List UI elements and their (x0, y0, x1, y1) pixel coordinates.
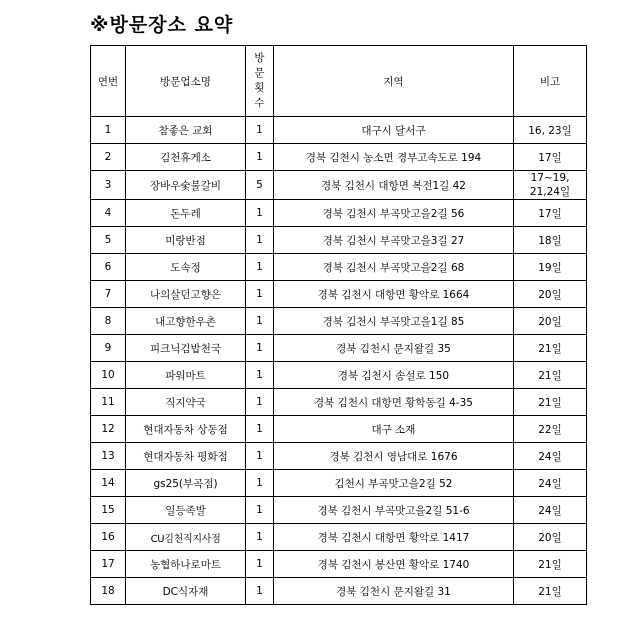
cell-region: 경북 김천시 농소면 경부고속도로 194 (274, 144, 514, 171)
cell-note: 24일 (514, 497, 587, 524)
cell-place: CU김천직지사점 (126, 524, 246, 551)
cell-no: 7 (91, 281, 126, 308)
cell-place: 도속정 (126, 254, 246, 281)
cell-count: 1 (246, 144, 274, 171)
cell-count: 1 (246, 470, 274, 497)
cell-region: 대구시 달서구 (274, 117, 514, 144)
cell-count: 1 (246, 335, 274, 362)
cell-region: 경북 김천시 부곡맛고을2길 68 (274, 254, 514, 281)
table-row (91, 227, 587, 254)
cell-note-line: 21,24일 (529, 186, 571, 198)
cell-place: DC식자재 (126, 578, 246, 605)
table-row (91, 254, 587, 281)
table-row (91, 551, 587, 578)
table-row (91, 308, 587, 335)
cell-place: 김천휴게소 (126, 144, 246, 171)
cell-note: 16, 23일 (514, 117, 587, 144)
cell-no: 3 (91, 171, 126, 200)
header-region: 지역 (274, 46, 514, 117)
table-header-row (91, 46, 587, 117)
cell-count: 1 (246, 254, 274, 281)
cell-region: 경북 김천시 대항면 황악로 1664 (274, 281, 514, 308)
cell-count: 1 (246, 200, 274, 227)
table-row (91, 335, 587, 362)
cell-region: 경북 김천시 부곡맛고을3길 27 (274, 227, 514, 254)
header-place: 방문업소명 (126, 46, 246, 117)
cell-place: 피크닉김밥천국 (126, 335, 246, 362)
cell-no: 9 (91, 335, 126, 362)
cell-note: 24일 (514, 470, 587, 497)
table-row (91, 416, 587, 443)
cell-region: 대구 소재 (274, 416, 514, 443)
cell-no: 10 (91, 362, 126, 389)
cell-note-line: 17~19, (530, 172, 570, 184)
cell-note: 19일 (514, 254, 587, 281)
cell-no: 6 (91, 254, 126, 281)
cell-place: 내고향한우촌 (126, 308, 246, 335)
cell-place: 장바우숯불갈비 (126, 171, 246, 200)
cell-place: 돈두레 (126, 200, 246, 227)
cell-region: 김천시 부곡맛고을2길 52 (274, 470, 514, 497)
header-visit-count-char: 방 (254, 52, 265, 64)
cell-note: 21일 (514, 362, 587, 389)
cell-region: 경북 김천시 대항면 복전1길 42 (274, 171, 514, 200)
cell-no: 13 (91, 443, 126, 470)
cell-count: 1 (246, 524, 274, 551)
table-row (91, 389, 587, 416)
cell-place: 농협하나로마트 (126, 551, 246, 578)
cell-note: 18일 (514, 227, 587, 254)
table-row (91, 497, 587, 524)
cell-place: 미랑반점 (126, 227, 246, 254)
header-visit-count-char: 횟 (254, 82, 265, 94)
cell-note: 21일 (514, 578, 587, 605)
cell-count: 1 (246, 497, 274, 524)
header-visit-count (246, 46, 274, 117)
cell-note: 20일 (514, 281, 587, 308)
cell-region: 경북 김천시 송설로 150 (274, 362, 514, 389)
cell-no: 16 (91, 524, 126, 551)
cell-note: 22일 (514, 416, 587, 443)
cell-note: 21일 (514, 335, 587, 362)
cell-no: 18 (91, 578, 126, 605)
table-row (91, 171, 587, 200)
table-row (91, 281, 587, 308)
cell-no: 17 (91, 551, 126, 578)
cell-region: 경북 김천시 부곡맛고을2길 51-6 (274, 497, 514, 524)
cell-count: 1 (246, 551, 274, 578)
cell-place: 나의살던고향은 (126, 281, 246, 308)
cell-place: 현대자동차 상동점 (126, 416, 246, 443)
cell-no: 4 (91, 200, 126, 227)
cell-count: 1 (246, 389, 274, 416)
table-row (91, 200, 587, 227)
cell-count: 1 (246, 578, 274, 605)
cell-region: 경북 김천시 부곡맛고을1길 85 (274, 308, 514, 335)
cell-no: 5 (91, 227, 126, 254)
cell-region: 경북 김천시 봉산면 황악로 1740 (274, 551, 514, 578)
cell-count: 1 (246, 117, 274, 144)
cell-place: 일등족발 (126, 497, 246, 524)
header-no: 연번 (91, 46, 126, 117)
cell-region: 경북 김천시 대항면 황악로 1417 (274, 524, 514, 551)
cell-count: 5 (246, 171, 274, 200)
cell-note: 17일 (514, 200, 587, 227)
cell-note: 20일 (514, 308, 587, 335)
cell-place: gs25(부곡점) (126, 470, 246, 497)
cell-count: 1 (246, 281, 274, 308)
header-visit-count-char: 문 (254, 67, 265, 79)
cell-note: 21일 (514, 551, 587, 578)
cell-count: 1 (246, 227, 274, 254)
header-visit-count-char: 수 (254, 97, 265, 109)
cell-count: 1 (246, 308, 274, 335)
cell-no: 2 (91, 144, 126, 171)
cell-note: 24일 (514, 443, 587, 470)
cell-region: 경북 김천시 문지왈길 31 (274, 578, 514, 605)
cell-count: 1 (246, 362, 274, 389)
cell-region: 경북 김천시 영남대로 1676 (274, 443, 514, 470)
cell-note: 21일 (514, 389, 587, 416)
cell-region: 경북 김천시 문지왈길 35 (274, 335, 514, 362)
cell-place: 현대자동차 평화점 (126, 443, 246, 470)
cell-place: 파워마트 (126, 362, 246, 389)
visit-places-table (90, 45, 587, 605)
cell-note: 17일 (514, 144, 587, 171)
cell-no: 15 (91, 497, 126, 524)
table-row (91, 578, 587, 605)
cell-no: 1 (91, 117, 126, 144)
cell-region: 경북 김천시 부곡맛고을2길 56 (274, 200, 514, 227)
table-row (91, 144, 587, 171)
table-row (91, 117, 587, 144)
cell-no: 12 (91, 416, 126, 443)
header-note: 비고 (514, 46, 587, 117)
cell-count: 1 (246, 416, 274, 443)
cell-count: 1 (246, 443, 274, 470)
table-row (91, 470, 587, 497)
document-title: ※방문장소 요약 (90, 14, 234, 36)
cell-place: 참좋은 교회 (126, 117, 246, 144)
table-row (91, 362, 587, 389)
cell-place: 직지약국 (126, 389, 246, 416)
cell-no: 11 (91, 389, 126, 416)
table-row (91, 443, 587, 470)
table-row (91, 524, 587, 551)
cell-region: 경북 김천시 대항면 황학동길 4-35 (274, 389, 514, 416)
cell-note: 20일 (514, 524, 587, 551)
cell-no: 8 (91, 308, 126, 335)
cell-no: 14 (91, 470, 126, 497)
cell-note (514, 171, 587, 200)
